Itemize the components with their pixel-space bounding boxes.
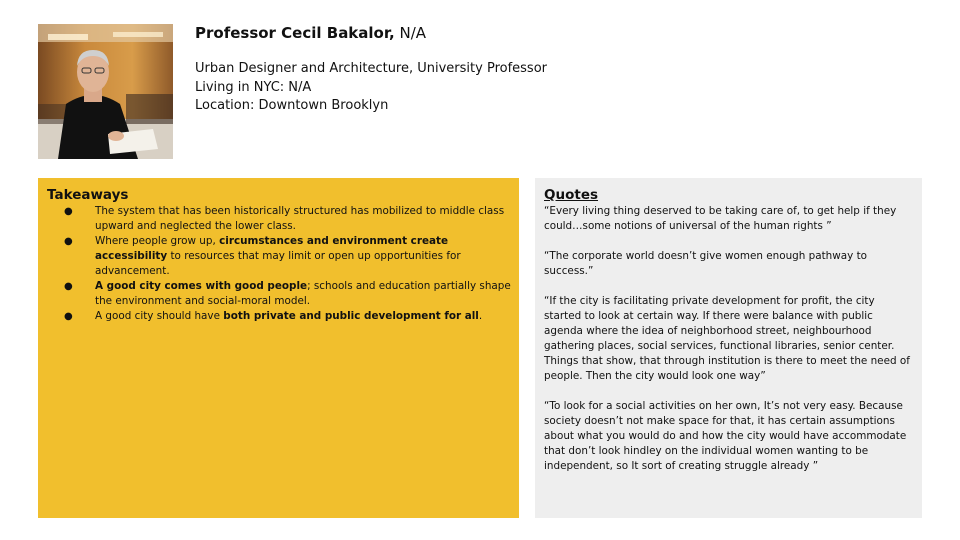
bullet-icon: ● [64, 206, 73, 217]
quote-item: “If the city is facilitating private development for profit, the city started to look at certain way. If there were balance with public agenda where the idea of neighborhood street, neighbourhood gathering places, social services, functional libraries, senior center. Things that show, that through institution is there to meet the need of people. Then the city would look one way” [544, 295, 910, 382]
profile-living: Living in NYC: N/A [195, 79, 312, 95]
profile-photo [38, 24, 173, 159]
takeaway-text: . [478, 310, 483, 322]
portrait-image [38, 24, 173, 159]
quotes-list [544, 204, 914, 474]
quote-item: “Every living thing deserved to be taking care of, to get help if they could…some notions of universal of the human rights ” [544, 205, 897, 232]
takeaways-title: Takeaways [47, 187, 129, 203]
quotes-panel [535, 178, 922, 518]
quote-item: “To look for a social activities on her own, It’s not very easy. Because society doesn’t not make space for that, it has certain assumptions about what you would do and how the city would have accommodate that don’t look hindley on the individual women wanting to be independent, so It sort of creating struggle already ” [544, 400, 907, 472]
profile-name-line [195, 22, 795, 44]
takeaway-text: A good city should have [95, 310, 224, 322]
takeaway-item [47, 204, 511, 234]
takeaway-item [47, 279, 511, 309]
takeaway-emphasis: circumstances and environment create accessibility [95, 235, 449, 262]
takeaway-item [47, 309, 511, 324]
bullet-icon: ● [64, 311, 73, 322]
profile-name-suffix: N/A [394, 24, 427, 42]
takeaways-panel [38, 178, 519, 518]
takeaway-text: ; schools and education partially shape the environment and social-moral model. [95, 280, 511, 307]
takeaways-list [47, 204, 511, 324]
takeaway-text: to resources that may limit or open up opportunities for advancement. [95, 250, 461, 277]
profile-role: Urban Designer and Architecture, University Professor [195, 61, 548, 76]
takeaway-text: The system that has been historically structured has mobilized to middle class upward and neglected the lower class. [95, 205, 505, 232]
quotes-title: Quotes [544, 187, 599, 203]
takeaway-text: Where people grow up, [95, 235, 220, 247]
profile-info [195, 60, 795, 116]
bullet-icon: ● [64, 281, 73, 292]
profile-location: Location: Downtown Brooklyn [195, 98, 389, 113]
profile-header [195, 22, 795, 116]
takeaway-emphasis: A good city comes with good people [95, 280, 308, 292]
takeaway-item [47, 234, 511, 279]
bullet-icon: ● [64, 236, 73, 247]
takeaway-emphasis: both private and public development for all [223, 310, 479, 322]
profile-name: Professor Cecil Bakalor, [195, 24, 395, 42]
quote-item: “The corporate world doesn’t give women enough pathway to success.” [544, 250, 868, 277]
